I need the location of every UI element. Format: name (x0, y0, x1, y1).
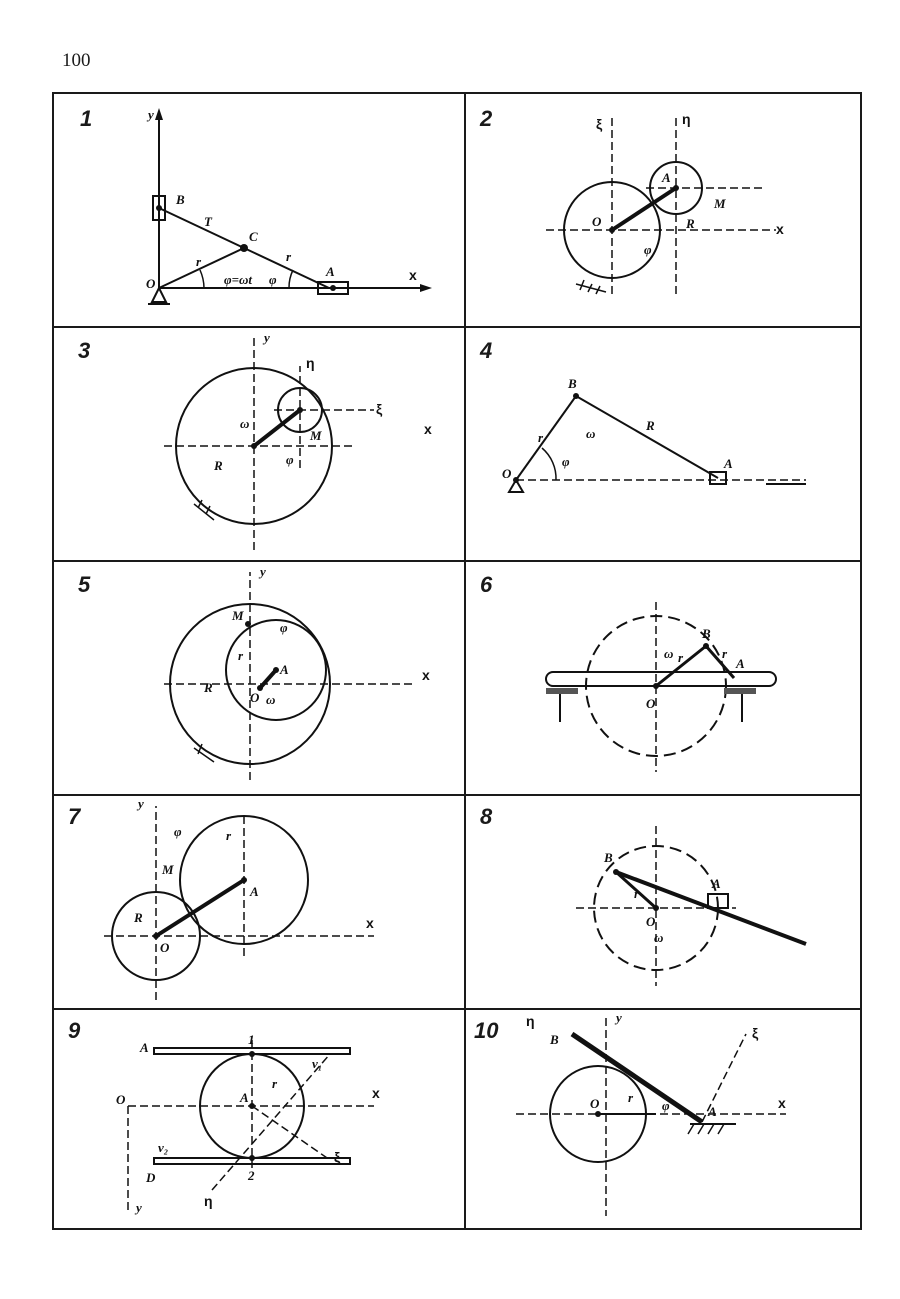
label-r2: R (134, 910, 143, 925)
panel-number: 4 (480, 338, 493, 363)
label-x: x (409, 267, 417, 283)
label-a: A (326, 264, 335, 279)
label-o: O (116, 1092, 126, 1107)
label-a: A (708, 1104, 717, 1119)
label-rr: R (646, 418, 655, 433)
panel-number: 3 (78, 338, 91, 363)
panel-2-diagram (466, 94, 862, 326)
panel-1-diagram (54, 94, 464, 326)
label-a-center: A (240, 1090, 249, 1105)
panel-2 (466, 94, 862, 326)
panel-number: 1 (80, 106, 93, 131)
panel-number: 9 (68, 1018, 81, 1043)
label-x: x (778, 1095, 786, 1111)
label-y: y (148, 107, 154, 122)
label-x: x (422, 667, 430, 683)
panel-number: 2 (480, 106, 493, 131)
label-rr: r (722, 646, 728, 661)
label-xi: ξ (596, 116, 603, 132)
label-m: M (310, 428, 322, 443)
label-o: O (146, 276, 156, 291)
label-d: D (146, 1170, 156, 1185)
label-phi-omega-t: φ=ωt (224, 272, 253, 287)
label-a: A (736, 656, 745, 671)
label-xi: ξ (752, 1025, 759, 1041)
panel-5-diagram (54, 562, 464, 794)
panel-number: 8 (480, 804, 493, 829)
label-x: x (424, 421, 432, 437)
label-phi: φ (269, 272, 277, 287)
label-omega: ω (266, 692, 276, 707)
label-x: x (366, 915, 374, 931)
label-r: r (538, 430, 544, 445)
label-r: R (214, 458, 223, 473)
problem-figures-grid (52, 92, 862, 1230)
label-y: y (136, 1200, 142, 1215)
label-a: A (662, 170, 671, 185)
label-o: O (646, 696, 656, 711)
label-a: A (140, 1040, 149, 1055)
label-phi: φ (562, 454, 570, 469)
label-a: A (712, 876, 721, 891)
panel-4 (466, 328, 862, 560)
label-phi: φ (644, 242, 652, 257)
panel-number: 5 (78, 572, 91, 597)
panel-3-diagram (54, 328, 464, 560)
label-eta: η (682, 111, 691, 127)
label-v1: v₁ (312, 1056, 323, 1071)
label-a: A (280, 662, 289, 677)
label-r: r (272, 1076, 278, 1091)
label-a: A (250, 884, 259, 899)
panel-6 (466, 562, 862, 794)
label-m: M (232, 608, 244, 623)
label-b: B (176, 192, 185, 207)
label-phi: φ (286, 452, 294, 467)
label-r: r (678, 650, 684, 665)
panel-5 (54, 562, 464, 794)
panel-9-diagram (54, 1010, 464, 1232)
panel-8 (466, 796, 862, 1008)
label-y: y (260, 564, 266, 579)
panel-1 (54, 94, 464, 326)
panel-10-diagram (466, 1010, 862, 1232)
label-x: x (776, 221, 784, 237)
label-eta: η (204, 1193, 213, 1209)
panel-6-diagram (466, 562, 862, 794)
label-b: B (568, 376, 577, 391)
label-o: O (160, 940, 170, 955)
label-omega: ω (664, 646, 674, 661)
label-1: 1 (248, 1032, 255, 1047)
label-o: O (590, 1096, 600, 1111)
label-x: x (372, 1085, 380, 1101)
label-omega: ω (240, 416, 250, 431)
label-t: T (204, 214, 212, 229)
label-b: B (702, 626, 711, 641)
label-b: B (604, 850, 613, 865)
label-r2: r (286, 249, 292, 264)
label-m: M (162, 862, 174, 877)
label-xi: ξ (376, 401, 383, 417)
label-v2: v₂ (158, 1140, 169, 1155)
label-b: B (550, 1032, 559, 1047)
panel-7 (54, 796, 464, 1008)
label-r: r (226, 828, 232, 843)
label-omega: ω (586, 426, 596, 441)
label-eta: η (306, 355, 315, 371)
panel-8-diagram (466, 796, 862, 1008)
label-eta: η (526, 1013, 535, 1029)
label-a: A (724, 456, 733, 471)
label-phi: φ (662, 1098, 670, 1113)
panel-10 (466, 1010, 862, 1232)
label-r: r (628, 1090, 634, 1105)
label-o: O (592, 214, 602, 229)
label-o: O (250, 690, 260, 705)
label-omega: ω (654, 930, 664, 945)
label-m: M (714, 196, 726, 211)
panel-7-diagram (54, 796, 464, 1008)
label-2: 2 (248, 1168, 255, 1183)
label-c: C (249, 229, 258, 244)
panel-number: 6 (480, 572, 493, 597)
label-r: r (634, 886, 640, 901)
label-r: R (686, 216, 695, 231)
panel-9 (54, 1010, 464, 1232)
label-r: r (238, 648, 244, 663)
panel-3 (54, 328, 464, 560)
label-r1: r (196, 254, 202, 269)
label-y: y (264, 330, 270, 345)
panel-4-diagram (466, 328, 862, 560)
page-number: 100 (62, 50, 91, 71)
label-phi: φ (174, 824, 182, 839)
label-xi: ξ (334, 1149, 341, 1165)
panel-number: 10 (474, 1018, 499, 1043)
label-o: O (502, 466, 512, 481)
label-phi: φ (280, 620, 288, 635)
label-rr: R (204, 680, 213, 695)
label-y: y (138, 796, 144, 811)
label-o: O (646, 914, 656, 929)
label-y: y (616, 1010, 622, 1025)
panel-number: 7 (68, 804, 81, 829)
